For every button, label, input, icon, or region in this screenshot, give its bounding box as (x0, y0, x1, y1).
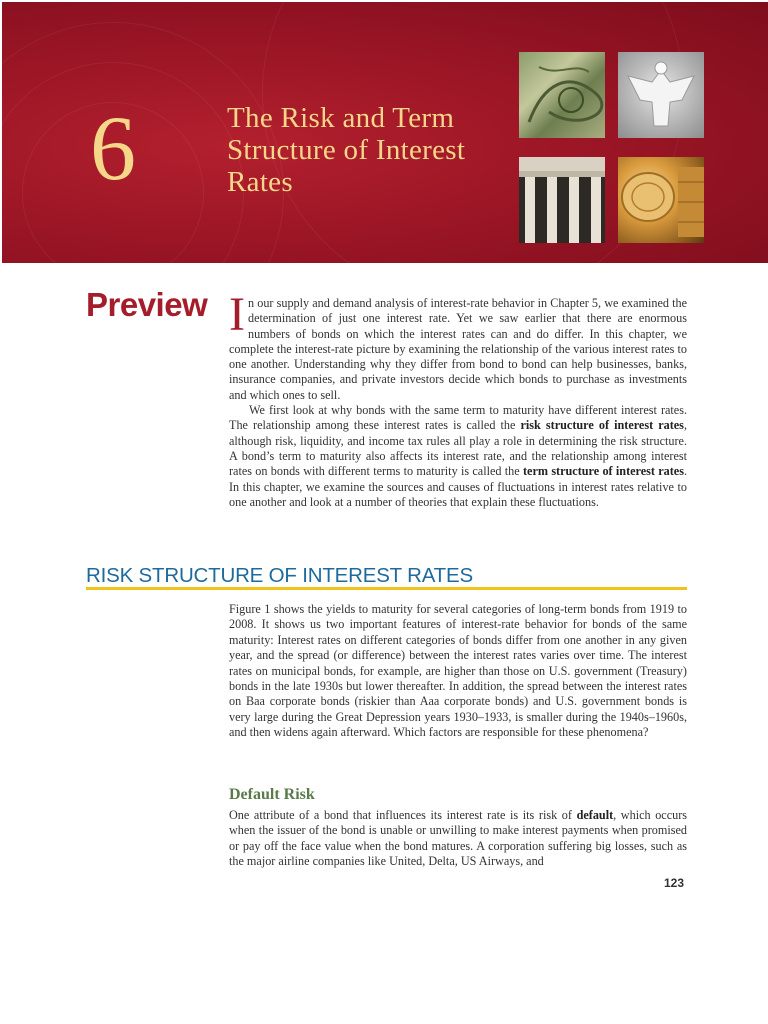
building-columns-image (519, 157, 605, 243)
chapter-title: The Risk and Term Structure of Interest Rates (227, 102, 466, 198)
default-risk-text-b: , which occurs when the issuer of the bond is unable or unwilling to make interest payments when promised or pay off the face value when the bond matures. A corporation suffering big losses, such as the major airline companies like United, Delta, US Airways, and (229, 808, 688, 869)
subsection-heading: Default Risk (229, 786, 315, 803)
preview-paragraph-1 (229, 288, 687, 403)
page-number: 123 (664, 876, 685, 890)
preview-heading: Preview (86, 286, 208, 323)
chapter-banner (2, 2, 768, 263)
preview-text (229, 288, 687, 510)
gold-coins-image (618, 157, 704, 243)
key-term-default: default (576, 808, 614, 822)
chapter-number: 6 (90, 97, 136, 199)
preview-paragraph-2 (229, 403, 687, 510)
preview-p2-text-c: . In this chapter, we examine the sources and causes of fluctuations in interest rates relative to one another and look at a number of theories that explain these fluctuations. (229, 464, 687, 509)
drop-cap: I (229, 288, 245, 341)
key-term-risk-structure: risk structure of interest rates (520, 418, 684, 433)
section-divider (86, 587, 687, 590)
section-heading: RISK STRUCTURE OF INTEREST RATES (86, 564, 473, 587)
currency-engraving-image (519, 52, 605, 138)
default-risk-text-a: One attribute of a bond that influences its interest rate is its risk of (229, 808, 577, 822)
default-risk-text (229, 808, 687, 870)
risk-section-text: Figure 1 shows the yields to maturity for several categories of long-term bonds from 1919 to 2008. It shows us two important features of interest-rate behavior for bonds of the same maturity: Interest rates on different categories of bonds differ from one another in any given year, and the spread (or difference) between the interest rates varies over time. The interest rates on municipal bonds, for example, are higher than those on U.S. government (Treasury) bonds in the late 1930s but lower thereafter. In addition, the spread between the interest rates on Baa corporate bonds (riskier than Aaa corporate bonds) and U.S. government bonds is very large during the Great Depression years 1930–1933, is smaller during the 1940s–1960s, and then widens again afterward. Which factors are responsible for these phenomena? (229, 602, 687, 740)
eagle-statue-image (618, 52, 704, 138)
preview-p1-text: n our supply and demand analysis of interest-rate behavior in Chapter 5, we examined the determination of just one interest rate. Yet we saw earlier that there are enormous numbers of bonds on which the interest rates can and do differ. In this chapter, we complete the interest-rate picture by examining the relationship of the various interest rates to one another. Understanding why they differ from bond to bond can help businesses, banks, insurance companies, and private investors decide which bonds to purchase as investments and which ones to sell. (229, 296, 687, 402)
preview-p2-text-b: , although risk, liquidity, and income tax rules all play a role in determining the risk structure. A bond’s term to maturity also affects its interest rate, and the relationship among interest rates on bonds with different terms to maturity is called the (229, 418, 687, 479)
key-term-term-structure: term structure of interest rates (522, 464, 684, 479)
preview-p2-text-a: We first look at why bonds with the same term to maturity have different interest rates. The relationship among these interest rates is called the (229, 403, 687, 433)
